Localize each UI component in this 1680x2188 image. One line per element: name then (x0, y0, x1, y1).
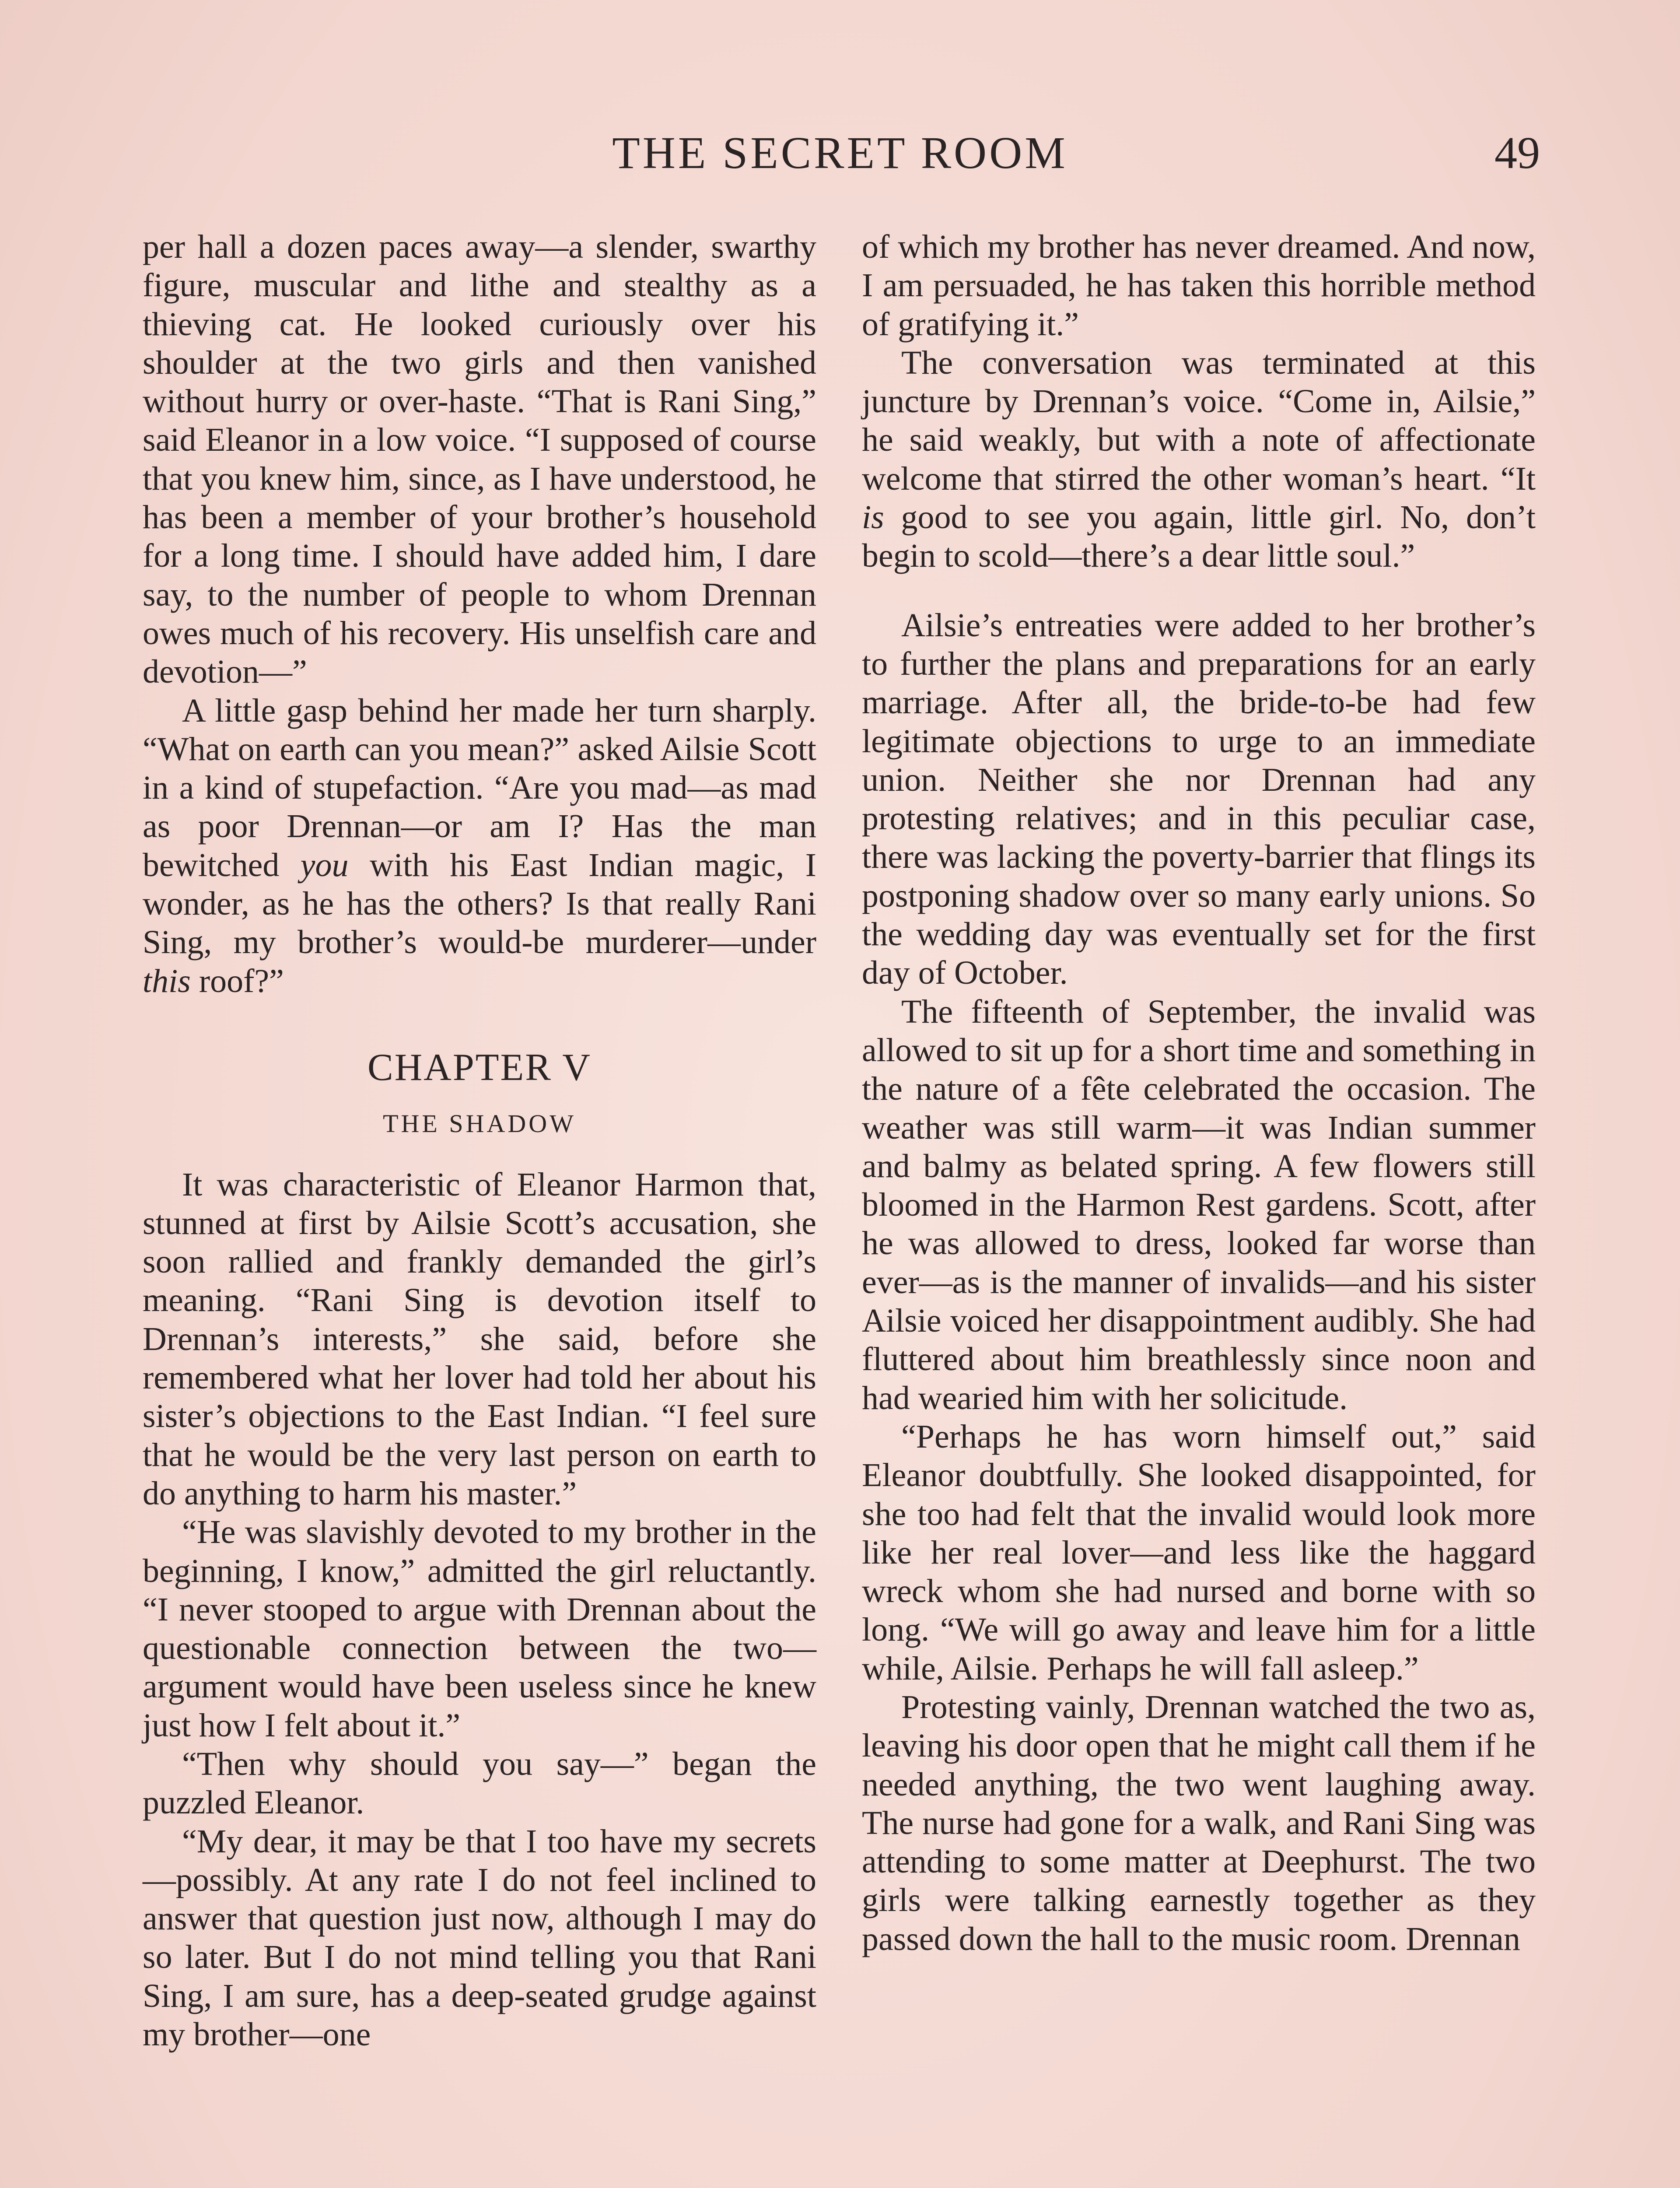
paragraph: “Then why should you say—” began the puzzled Eleanor. (143, 1745, 816, 1821)
chapter-subtitle: THE SHADOW (383, 1109, 576, 1138)
page-number: 49 (1494, 128, 1540, 178)
emphasis: is (862, 499, 884, 536)
page-header (140, 127, 1540, 193)
paragraph: Protesting vainly, Drennan watched the two as, leaving his door open that he might call them if he needed anything, the two went laughing away. The nurse had gone for a walk, and Rani Sing was attending to some matter at Deephurst. The two girls were talking earnestly together as they passed down the hall to the music room. Drennan (862, 1688, 1536, 1957)
paragraph: The conversation was terminated at this juncture by Drennan’s voice. “Come in, Ailsie,” he said weakly, but with a note of affectionate welcome that stirred the other woman’s heart. “It is good to see you again, little girl. No, don’t begin to scold—there’s a dear little soul.” (862, 344, 1536, 575)
chapter-heading: CHAPTER V (368, 1046, 592, 1089)
emphasis: you (300, 846, 349, 884)
paragraph: “Perhaps he has worn himself out,” said Eleanor doubtfully. She looked disappointed, for she too had felt that the invalid would look more like her real lover—and less like the haggard wreck whom she had nursed and borne with so long. “We will go away and leave him for a little while, Ailsie. Perhaps he will fall asleep.” (862, 1418, 1536, 1687)
left-column (143, 228, 816, 2054)
paragraph: “My dear, it may be that I too have my secrets—possibly. At any rate I do not feel inclined to answer that question just now, although I may do so later. But I do not mind telling you that Rani Sing, I am sure, has a deep-seated grudge against my brother—one (143, 1823, 816, 2053)
right-column (862, 228, 1536, 1958)
paragraph: The fifteenth of September, the invalid was allowed to sit up for a short time and something in the nature of a fête celebrated the occasion. The weather was still warm—it was Indian summer and balmy as belated spring. A few flowers still bloomed in the Harmon Rest gardens. Scott, after he was allowed to dress, looked far worse than ever—as is the manner of invalids—and his sister Ailsie voiced her disappointment audibly. She had fluttered about him breathlessly since noon and had wearied him with her solicitude. (862, 993, 1536, 1417)
paragraph: per hall a dozen paces away—a slender, swarthy figure, muscular and lithe and stealthy as a thieving cat. He looked curiously over his shoulder at the two girls and then vanished without hurry or over-haste. “That is Rani Sing,” said Eleanor in a low voice. “I supposed of course that you knew him, since, as I have understood, he has been a member of your brother’s household for a long time. I should have added him, I dare say, to the number of people to whom Drennan owes much of his recovery. His unselfish care and devotion—” (143, 228, 816, 691)
paragraph: of which my brother has never dreamed. And now, I am persuaded, he has taken this horrible method of gratifying it.” (862, 228, 1536, 343)
paragraph: Ailsie’s entreaties were added to her brother’s to further the plans and preparations for an early marriage. After all, the bride-to-be had few legitimate objections to urge to an immediate union. Neither she nor Drennan had any protesting relatives; and in this peculiar case, there was lacking the poverty-barrier that flings its postponing shadow over so many early unions. So the wedding day was eventually set for the first day of October. (862, 607, 1536, 992)
paragraph: A little gasp behind her made her turn sharply. “What on earth can you mean?” asked Ailsie Scott in a kind of stupefaction. “Are you mad—as mad as poor Drennan—or am I? Has the man bewitched you with his East Indian magic, I wonder, as he has the others? Is that really Rani Sing, my brother’s would-be murderer—under this roof?” (143, 692, 816, 999)
running-title: THE SECRET ROOM (612, 128, 1068, 178)
paragraph: It was characteristic of Eleanor Harmon that, stunned at first by Ailsie Scott’s accusation, she soon rallied and frankly demanded the girl’s meaning. “Rani Sing is devotion itself to Drennan’s interests,” she said, before she remembered what her lover had told her about his sister’s objections to the East Indian. “I feel sure that he would be the very last person on earth to do anything to harm his master.” (143, 1166, 816, 1512)
paragraph: “He was slavishly devoted to my brother in the beginning, I know,” admitted the girl reluctantly. “I never stooped to argue with Drennan about the questionable connection between the two—argument would have been useless since he knew just how I felt about it.” (143, 1514, 816, 1744)
emphasis: this (143, 962, 191, 999)
